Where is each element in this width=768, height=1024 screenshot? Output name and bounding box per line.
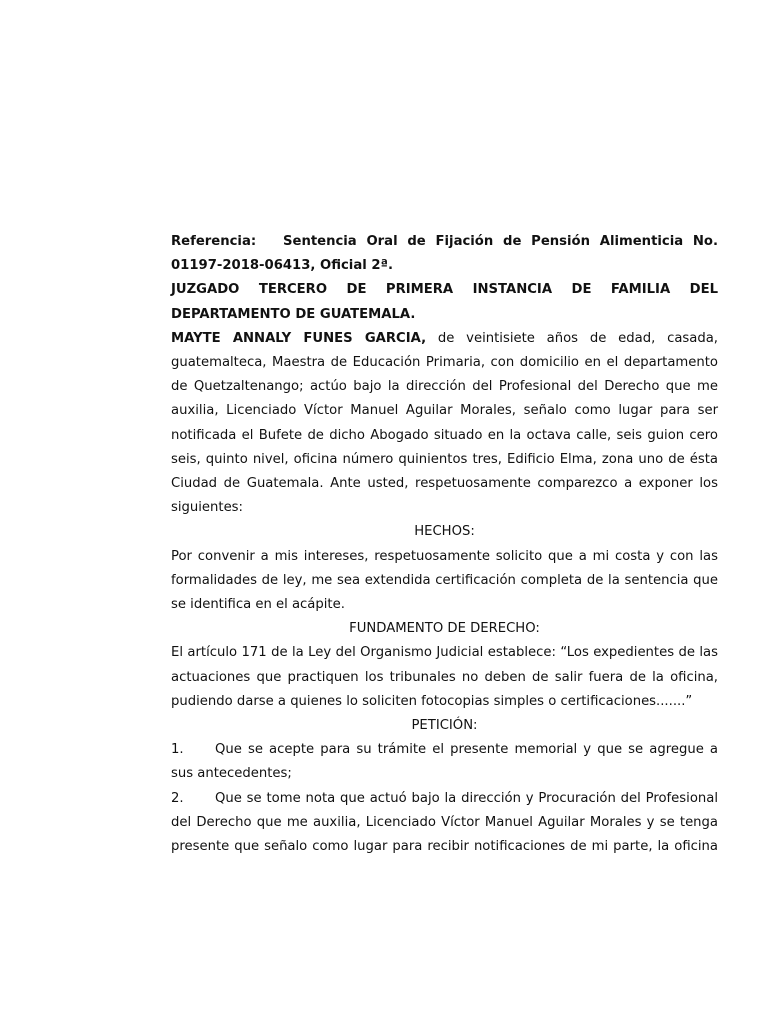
reference-paragraph bbox=[171, 230, 718, 278]
intro-text: de veintisiete años de edad, casada, guatemalteca, Maestra de Educación Primaria, con domicilio en el departamento de Quetzaltenango; actúo bajo la dirección del Profesional del Derecho que me auxilia, Licenciado Víctor Manuel Aguilar Morales, señalo como lugar para ser notificada el Bufete de dicho Abogado situado en la octava calle, seis guion cero seis, quinto nivel, oficina número quinientos tres, Edificio Elma, zona uno de ésta Ciudad de Guatemala. Ante usted, respetuosamente comparezco a exponer los siguientes: bbox=[171, 330, 718, 516]
peticion-heading: PETICIÓN: bbox=[411, 718, 478, 734]
hechos-text: Por convenir a mis intereses, respetuosamente solicito que a mi costa y con las formalidades de ley, me sea extendida certificación completa de la sentencia que se identifica en el acápite. bbox=[171, 548, 718, 613]
reference-label: Referencia: bbox=[171, 234, 257, 249]
reference-text: Sentencia Oral de Fijación de Pensión Alimenticia No. 01197-2018-06413, Oficial 2ª. bbox=[171, 234, 718, 274]
peticion-item-text: Que se tome nota que actuó bajo la dirección y Procuración del Profesional del Derecho que me auxilia, Licenciado Víctor Manuel Aguilar Morales y se tenga presente que señalo como lugar para recibir notificaciones de mi parte, la oficina bbox=[171, 790, 718, 855]
peticion-item-number: 1. bbox=[171, 742, 184, 758]
peticion-item-number: 2. bbox=[171, 790, 184, 806]
fundamento-heading: FUNDAMENTO DE DERECHO: bbox=[349, 621, 540, 637]
document-page bbox=[171, 230, 718, 859]
hechos-heading: HECHOS: bbox=[414, 524, 475, 540]
fundamento-text: El artículo 171 de la Ley del Organismo Judicial establece: “Los expedientes de las actuaciones que practiquen los tribunales no deben de salir fuera de la oficina, pudiendo darse a quienes lo soliciten fotocopias simples o certificaciones.......” bbox=[171, 645, 718, 709]
peticion-item-2 bbox=[171, 787, 718, 860]
peticion-item-1 bbox=[171, 738, 718, 786]
intro-paragraph bbox=[171, 327, 718, 521]
peticion-item-text: Que se acepte para su trámite el presente memorial y que se agregue a sus antecedentes; bbox=[171, 742, 718, 782]
addressee: JUZGADO TERCERO DE PRIMERA INSTANCIA DE FAMILIA DEL DEPARTAMENTO DE GUATEMALA. bbox=[171, 282, 718, 322]
applicant-name: MAYTE ANNALY FUNES GARCIA, bbox=[171, 330, 427, 346]
